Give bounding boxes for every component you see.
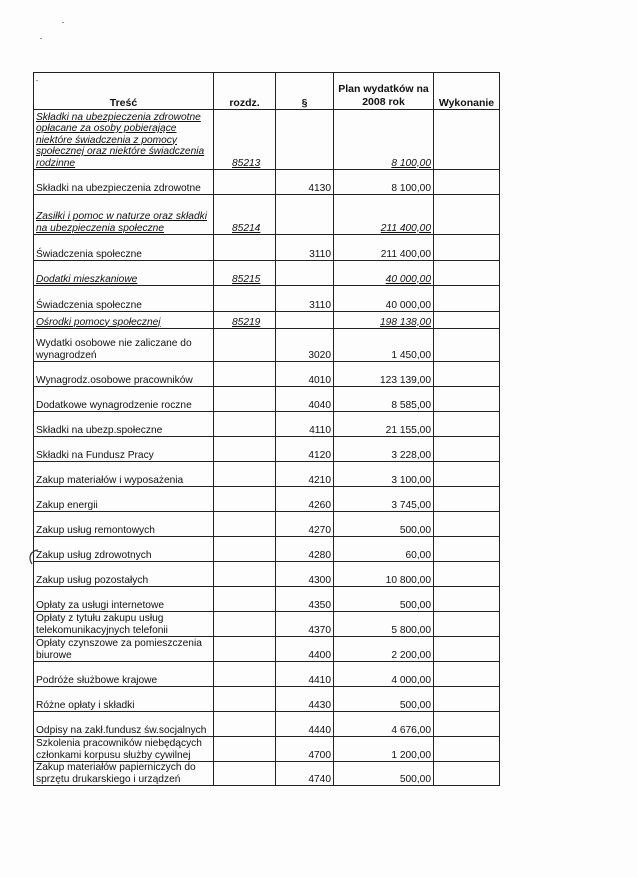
row-name: Zasiłki i pomoc w naturze oraz składki na ubezpieczenia społeczne (36, 211, 207, 234)
row-paragraph-cell (276, 329, 334, 362)
row-paragraph-cell (276, 437, 334, 462)
row-name-cell (34, 195, 214, 235)
row-plan: 10 800,00 (385, 574, 431, 586)
scan-speck (62, 22, 64, 23)
row-rozdz-cell (214, 462, 276, 487)
row-paragraph: 3110 (309, 299, 331, 311)
scan-speck (40, 38, 42, 39)
row-paragraph-cell (276, 261, 334, 286)
row-paragraph-cell (276, 387, 334, 412)
row-wykonanie-cell (434, 362, 500, 387)
row-paragraph: 4010 (308, 374, 331, 386)
table-row (34, 587, 500, 612)
row-wykonanie-cell (434, 462, 500, 487)
row-wykonanie-cell (434, 487, 500, 512)
table-row (34, 487, 500, 512)
table-row (34, 687, 500, 712)
row-name: Zakup usług zdrowotnych (36, 549, 152, 561)
row-name: Składki na Fundusz Pracy (36, 449, 154, 461)
punch-hole-mark (26, 548, 40, 566)
row-rozdz-cell (214, 712, 276, 737)
row-wykonanie-cell (434, 737, 500, 762)
row-paragraph-cell (276, 512, 334, 537)
row-rozdz-cell (214, 562, 276, 587)
row-name-cell (34, 537, 214, 562)
table-row (34, 387, 500, 412)
row-rozdz-cell (214, 687, 276, 712)
row-name-cell (34, 487, 214, 512)
row-rozdz-cell (214, 170, 276, 195)
table-row (34, 512, 500, 537)
row-plan: 500,00 (399, 524, 431, 536)
row-paragraph-cell (276, 110, 334, 170)
row-paragraph: 4120 (308, 449, 331, 461)
table-row (34, 637, 500, 662)
row-rozdz: 85215 (232, 273, 261, 285)
row-name: Świadczenia społeczne (36, 299, 142, 311)
row-wykonanie-cell (434, 170, 500, 195)
row-paragraph-cell (276, 412, 334, 437)
row-name-cell (34, 387, 214, 412)
row-plan-cell (334, 587, 434, 612)
row-name-cell (34, 662, 214, 687)
row-name: Opłaty za usługi internetowe (36, 599, 164, 611)
row-paragraph: 4210 (308, 474, 331, 486)
row-plan-cell (334, 362, 434, 387)
row-name: Składki na ubezpieczenia zdrowotne (36, 182, 201, 194)
row-name-cell (34, 562, 214, 587)
row-plan-cell (334, 462, 434, 487)
row-name-cell (34, 712, 214, 737)
budget-table (33, 72, 500, 786)
row-plan: 8 100,00 (391, 182, 431, 194)
row-name: Wydatki osobowe nie zaliczane do wynagrodzeń (36, 338, 192, 361)
row-name-cell (34, 587, 214, 612)
row-name-cell (34, 462, 214, 487)
row-name: Szkolenia pracowników niebędących członkami korpusu służby cywilnej (36, 738, 202, 761)
row-rozdz-cell (214, 195, 276, 235)
row-name: Opłaty z tytułu zakupu usług telekomunikacyjnych telefonii (36, 613, 168, 636)
row-paragraph: 4260 (308, 499, 331, 511)
row-wykonanie-cell (434, 312, 500, 329)
row-plan: 8 585,00 (391, 399, 431, 411)
row-paragraph-cell (276, 537, 334, 562)
row-wykonanie-cell (434, 662, 500, 687)
row-name: Zakup materiałów papierniczych do sprzętu drukarskiego i urządzeń (36, 762, 196, 785)
row-rozdz-cell (214, 637, 276, 662)
row-wykonanie-cell (434, 637, 500, 662)
row-name-cell (34, 687, 214, 712)
row-plan-cell (334, 195, 434, 235)
row-plan: 4 000,00 (391, 674, 431, 686)
table-row (34, 612, 500, 637)
table-row (34, 235, 500, 261)
row-name: Różne opłaty i składki (36, 699, 135, 711)
row-paragraph-cell (276, 762, 334, 786)
row-name: Dodatkowe wynagrodzenie roczne (36, 399, 192, 411)
row-paragraph-cell (276, 637, 334, 662)
row-plan: 40 000,00 (385, 299, 431, 311)
row-paragraph-cell (276, 195, 334, 235)
row-plan: 21 155,00 (385, 424, 431, 436)
table-body (34, 110, 500, 786)
row-paragraph-cell (276, 562, 334, 587)
row-name: Dodatki mieszkaniowe (36, 273, 138, 285)
row-plan-cell (334, 437, 434, 462)
row-plan-cell (334, 110, 434, 170)
header-plan: Plan wydatków na 2008 rok (334, 73, 434, 110)
row-rozdz-cell (214, 762, 276, 786)
row-rozdz-cell (214, 261, 276, 286)
row-plan: 1 200,00 (391, 749, 431, 761)
row-name: Zakup energii (36, 499, 98, 511)
row-name-cell (34, 170, 214, 195)
row-wykonanie-cell (434, 437, 500, 462)
row-plan: 500,00 (399, 599, 431, 611)
row-rozdz-cell (214, 235, 276, 261)
row-name: Składki na ubezpieczenia zdrowotne opłacane za osoby pobierające niektóre świadczenia z pomocy społecznej oraz niektóre świadczenia rodzinne (36, 111, 205, 169)
table-row (34, 170, 500, 195)
table-row (34, 762, 500, 786)
row-paragraph-cell (276, 312, 334, 329)
table-row (34, 462, 500, 487)
row-name-cell (34, 235, 214, 261)
row-paragraph-cell (276, 737, 334, 762)
table-row (34, 286, 500, 312)
row-plan-cell (334, 562, 434, 587)
row-name-cell (34, 637, 214, 662)
row-paragraph: 4400 (308, 649, 331, 661)
row-paragraph: 4270 (308, 524, 331, 536)
row-wykonanie-cell (434, 261, 500, 286)
row-rozdz-cell (214, 329, 276, 362)
row-plan-cell (334, 512, 434, 537)
row-name: Zakup materiałów i wyposażenia (36, 474, 184, 486)
table-row (34, 329, 500, 362)
table-row (34, 712, 500, 737)
row-wykonanie-cell (434, 537, 500, 562)
row-wykonanie-cell (434, 612, 500, 637)
row-paragraph-cell (276, 487, 334, 512)
section-row (34, 110, 500, 170)
row-plan-cell (334, 312, 434, 329)
row-paragraph: 4350 (308, 599, 331, 611)
row-plan: 5 800,00 (391, 624, 431, 636)
section-row (34, 312, 500, 329)
row-name: Opłaty czynszowe za pomieszczenia biurowe (36, 638, 202, 661)
row-wykonanie-cell (434, 587, 500, 612)
row-name: Zakup usług pozostałych (36, 574, 149, 586)
row-name: Składki na ubezp.społeczne (36, 424, 163, 436)
row-plan: 8 100,00 (391, 157, 431, 169)
row-plan-cell (334, 612, 434, 637)
row-paragraph: 4130 (308, 182, 331, 194)
row-paragraph-cell (276, 612, 334, 637)
row-paragraph: 4370 (308, 624, 331, 636)
row-rozdz: 85214 (232, 222, 261, 234)
row-plan-cell (334, 487, 434, 512)
row-rozdz-cell (214, 437, 276, 462)
row-paragraph-cell (276, 462, 334, 487)
row-wykonanie-cell (434, 762, 500, 786)
row-name-cell (34, 762, 214, 786)
row-name-cell (34, 286, 214, 312)
row-rozdz-cell (214, 612, 276, 637)
row-name-cell (34, 437, 214, 462)
row-wykonanie-cell (434, 195, 500, 235)
row-plan-cell (334, 286, 434, 312)
row-wykonanie-cell (434, 329, 500, 362)
row-plan: 3 100,00 (391, 474, 431, 486)
row-rozdz-cell (214, 110, 276, 170)
row-paragraph: 4040 (308, 399, 331, 411)
row-wykonanie-cell (434, 387, 500, 412)
row-name-cell (34, 261, 214, 286)
header-wykonanie: Wykonanie (434, 73, 500, 110)
section-row (34, 195, 500, 235)
row-wykonanie-cell (434, 286, 500, 312)
row-plan: 123 139,00 (380, 374, 431, 386)
row-paragraph-cell (276, 687, 334, 712)
row-name-cell (34, 329, 214, 362)
row-paragraph: 3020 (308, 349, 331, 361)
row-paragraph-cell (276, 362, 334, 387)
row-paragraph: 4300 (308, 574, 331, 586)
row-plan: 211 400,00 (380, 248, 431, 260)
row-rozdz-cell (214, 286, 276, 312)
row-plan: 60,00 (405, 549, 431, 561)
row-plan-cell (334, 261, 434, 286)
header-tresc: Treść (34, 73, 214, 110)
row-paragraph: 3110 (309, 248, 331, 260)
row-wykonanie-cell (434, 712, 500, 737)
row-rozdz-cell (214, 737, 276, 762)
row-name: Odpisy na zakł.fundusz św.socjalnych (36, 724, 207, 736)
row-wykonanie-cell (434, 412, 500, 437)
row-name-cell (34, 512, 214, 537)
row-plan: 3 228,00 (391, 449, 431, 461)
row-plan-cell (334, 737, 434, 762)
row-rozdz: 85213 (232, 157, 261, 169)
row-rozdz-cell (214, 662, 276, 687)
row-wykonanie-cell (434, 512, 500, 537)
row-plan-cell (334, 662, 434, 687)
row-plan-cell (334, 637, 434, 662)
row-plan-cell (334, 537, 434, 562)
row-name-cell (34, 312, 214, 329)
table-row (34, 412, 500, 437)
row-name-cell (34, 737, 214, 762)
row-rozdz: 85219 (232, 316, 261, 328)
row-rozdz-cell (214, 312, 276, 329)
row-paragraph: 4740 (308, 773, 331, 785)
row-plan: 500,00 (399, 773, 431, 785)
row-rozdz-cell (214, 412, 276, 437)
table-row (34, 662, 500, 687)
row-plan: 3 745,00 (391, 499, 431, 511)
table-header-row (34, 73, 500, 110)
row-paragraph-cell (276, 587, 334, 612)
table-row (34, 437, 500, 462)
table-row (34, 537, 500, 562)
row-paragraph: 4700 (308, 749, 331, 761)
row-plan: 1 450,00 (391, 349, 431, 361)
row-paragraph-cell (276, 286, 334, 312)
row-wykonanie-cell (434, 562, 500, 587)
row-plan-cell (334, 687, 434, 712)
row-paragraph: 4440 (308, 724, 331, 736)
row-plan-cell (334, 762, 434, 786)
row-paragraph: 4430 (308, 699, 331, 711)
row-name: Świadczenia społeczne (36, 248, 142, 260)
row-rozdz-cell (214, 512, 276, 537)
row-plan-cell (334, 712, 434, 737)
row-rozdz-cell (214, 362, 276, 387)
row-plan-cell (334, 170, 434, 195)
row-rozdz-cell (214, 537, 276, 562)
row-plan: 4 676,00 (391, 724, 431, 736)
header-paragraph: § (276, 73, 334, 110)
row-wykonanie-cell (434, 687, 500, 712)
row-paragraph: 4280 (308, 549, 331, 561)
row-paragraph-cell (276, 235, 334, 261)
row-wykonanie-cell (434, 110, 500, 170)
table-row (34, 737, 500, 762)
row-plan: 198 138,00 (380, 316, 431, 328)
section-row (34, 261, 500, 286)
row-plan: 500,00 (399, 699, 431, 711)
table-row (34, 562, 500, 587)
row-name-cell (34, 612, 214, 637)
table-row (34, 362, 500, 387)
row-paragraph: 4410 (308, 674, 331, 686)
row-wykonanie-cell (434, 235, 500, 261)
row-name: Podróże służbowe krajowe (36, 674, 158, 686)
row-paragraph-cell (276, 170, 334, 195)
row-rozdz-cell (214, 587, 276, 612)
row-paragraph: 4110 (309, 424, 331, 436)
row-paragraph-cell (276, 712, 334, 737)
row-paragraph-cell (276, 662, 334, 687)
row-name-cell (34, 362, 214, 387)
row-name: Wynagrodz.osobowe pracowników (36, 374, 193, 386)
row-rozdz-cell (214, 387, 276, 412)
row-plan: 40 000,00 (385, 273, 431, 285)
row-plan-cell (334, 235, 434, 261)
row-plan: 2 200,00 (391, 649, 431, 661)
header-rozdz: rozdz. (214, 73, 276, 110)
row-name: Ośrodki pomocy społecznej (36, 316, 161, 328)
row-name-cell (34, 412, 214, 437)
row-plan-cell (334, 387, 434, 412)
row-plan: 211 400,00 (380, 222, 431, 234)
row-name-cell (34, 110, 214, 170)
row-name: Zakup usług remontowych (36, 524, 155, 536)
row-plan-cell (334, 412, 434, 437)
row-plan-cell (334, 329, 434, 362)
row-rozdz-cell (214, 487, 276, 512)
